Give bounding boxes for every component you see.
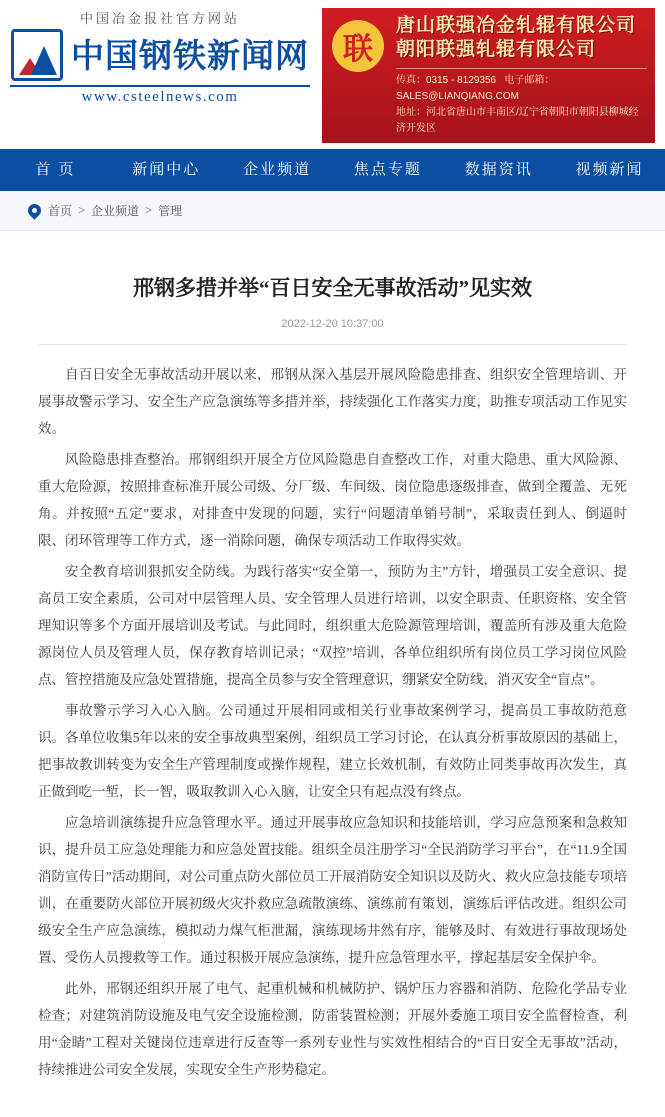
page-title: 邢钢多措并举“百日安全无事故活动”见实效 [38, 273, 627, 305]
nav-item-video-news[interactable]: 视频新闻 [554, 149, 665, 191]
ad-company-line-1: 唐山联强冶金轧辊有限公司 [396, 14, 647, 38]
ad-address-label: 地址： [396, 107, 426, 118]
ad-company-line-2: 朝阳联强轧辊有限公司 [396, 38, 647, 62]
main-navigation [0, 149, 665, 191]
ad-address-value: 河北省唐山市丰南区/辽宁省朝阳市朝阳县柳城经济开发区 [396, 107, 639, 134]
article-timestamp: 2022-12-20 10:37:00 [38, 318, 627, 345]
company-emblem-icon: 联 [332, 20, 384, 72]
site-logo[interactable] [11, 29, 309, 81]
article-paragraph: 风险隐患排查整治。邢钢组织开展全方位风险隐患自查整改工作，对重大隐患、重大风险源、重大危险源，按照排查标准开展公司级、分厂级、车间级、岗位隐患逐级排查，做到全覆盖、无死角。并按照“五定”要求，对排查中发现的问题，实行“问题清单销号制”，采取责任到人、倒逼时限、闭环管理等工作方式，逐一消除问题，确保专项活动工作取得实效。 [38, 446, 627, 554]
article-paragraph: 应急培训演练提升应急管理水平。通过开展事故应急知识和技能培训，学习应急预案和急救知识，提升员工应急处理能力和应急处置技能。组织全员注册学习“全民消防学习平台”，在“11.9全国消防宣传日”活动期间，对公司重点防火部位员工开展消防安全知识以及防火、救火应急技能专项培训，在重要防火部位开展初级火灾扑救应急疏散演练、演练前有策划，演练后评估改进。组织公司级安全生产应急演练，模拟动力煤气柜泄漏，演练现场井然有序，能够及时、有效进行事故现场处置、受伤人员搜救等工作。通过积极开展应急演练，提升应急管理水平，撑起基层安全保护伞。 [38, 809, 627, 971]
nav-item-focus-topics[interactable]: 焦点专题 [332, 149, 443, 191]
article-paragraph: 安全教育培训狠抓安全防线。为践行落实“安全第一，预防为主”方针，增强员工安全意识、提高员工安全素质，公司对中层管理人员、安全管理人员进行培训，以安全职责、任职资格、安全管理知识等多个方面开展培训及考试。与此同时，组织重大危险源管理培训，覆盖所有涉及重大危险源岗位人员及管理人员，保存教育培训记录；“双控”培训，各单位组织所有岗位员工学习岗位风险点、管控措施及应急处置措施，提高全员参与安全管理意识，绷紧安全防线，消灭安全“盲点”。 [38, 558, 627, 693]
nav-item-home[interactable]: 首 页 [0, 149, 111, 191]
ad-fax-label: 传真： [396, 75, 426, 86]
location-pin-icon [25, 201, 43, 219]
site-url: www.csteelnews.com [10, 85, 310, 106]
site-header [0, 0, 665, 149]
ad-email-label: 电子邮箱： [504, 75, 554, 86]
breadcrumb-item-enterprise-channel[interactable]: 企业频道 [91, 202, 139, 219]
advertisement-banner[interactable] [322, 8, 655, 143]
ad-fax-value: 0315 - 8129356 [426, 75, 496, 86]
article-container [0, 231, 665, 1117]
mountain-logo-icon [11, 29, 63, 81]
ad-contact-info [396, 68, 647, 137]
nav-item-data-info[interactable]: 数据资讯 [443, 149, 554, 191]
site-logo-block[interactable] [10, 8, 310, 143]
article-paragraph: 此外，邢钢还组织开展了电气、起重机械和机械防护、锅炉压力容器和消防、危险化学品专业检查；对建筑消防设施及电气安全设施检测，防雷装置检测；开展外委施工项目安全监督检查，利用“金睛”工程对关键岗位违章进行反查等一系列专业性与实效性相结合的“百日安全无事故”活动，持续推进公司安全发展，实现安全生产形势稳定。 [38, 975, 627, 1083]
breadcrumb-separator: > [145, 203, 152, 217]
article-paragraph: 自百日安全无事故活动开展以来，邢钢从深入基层开展风险隐患排查、组织安全管理培训、开展事故警示学习、安全生产应急演练等多措并举，持续强化工作落实力度，助推专项活动工作见实效。 [38, 361, 627, 442]
article-paragraph: 事故警示学习入心入脑。公司通过开展相同或相关行业事故案例学习，提高员工事故防范意识。各单位收集5年以来的安全事故典型案例，组织员工学习讨论，在认真分析事故原因的基础上，把事故教训转变为安全生产管理制度或操作规程，建立长效机制，有效防止同类事故再次发生，真正做到吃一堑，长一智，吸取教训入心入脑，让安全只有起点没有终点。 [38, 697, 627, 805]
breadcrumb-item-management[interactable]: 管理 [158, 202, 182, 219]
site-logo-text: 中国钢铁新闻网 [71, 39, 309, 72]
site-tagline: 中国冶金报社官方网站 [80, 8, 240, 27]
nav-item-news-center[interactable]: 新闻中心 [111, 149, 222, 191]
nav-item-enterprise-channel[interactable]: 企业频道 [222, 149, 333, 191]
breadcrumb-separator: > [78, 203, 85, 217]
ad-email-value: SALES@LIANQIANG.COM [396, 91, 519, 102]
breadcrumb-bar [0, 191, 665, 231]
article-body [38, 361, 627, 1083]
breadcrumb-item-home[interactable]: 首页 [48, 202, 72, 219]
breadcrumb [28, 202, 637, 219]
